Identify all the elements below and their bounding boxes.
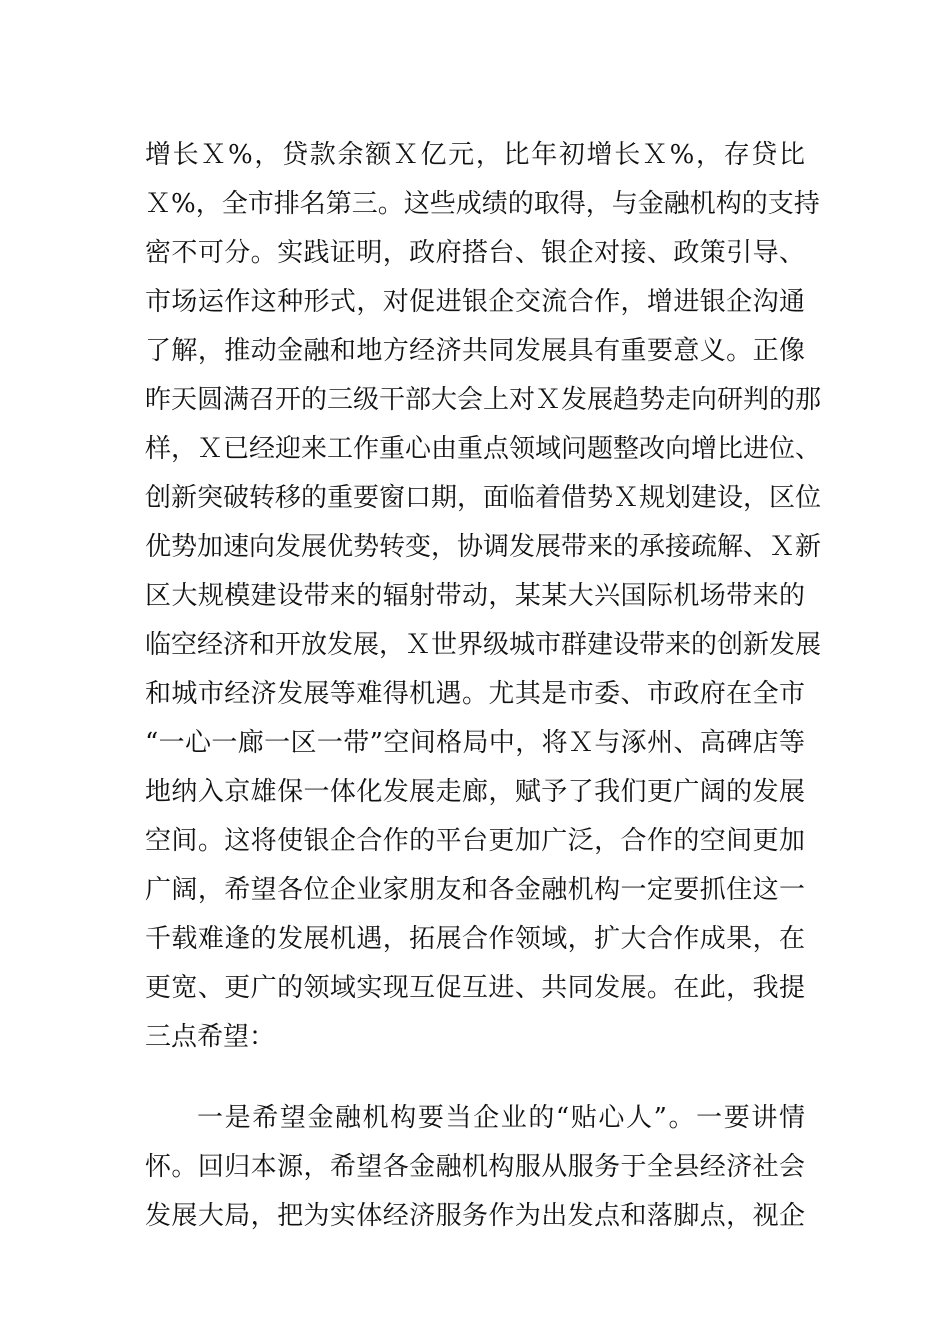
- text-line: 区大规模建设带来的辐射带动，某某大兴国际机场带来的: [145, 581, 805, 611]
- text-line: 增长Ｘ%，贷款余额Ｘ亿元，比年初增长Ｘ%，存贷比: [145, 140, 805, 170]
- text-line: 昨天圆满召开的三级干部大会上对Ｘ发展趋势走向研判的那: [145, 385, 822, 415]
- text-line: 怀。回归本源，希望各金融机构服从服务于全县经济社会: [145, 1152, 805, 1182]
- text-line: 地纳入京雄保一体化发展走廊，赋予了我们更广阔的发展: [145, 777, 805, 807]
- paragraph-gap: [145, 1062, 805, 1094]
- text-line: 和城市经济发展等难得机遇。尤其是市委、市政府在全市: [145, 679, 805, 709]
- text-line: 一是希望金融机构要当企业的“贴心人”。一要讲情: [197, 1103, 805, 1133]
- text-line: “一心一廊一区一带”空间格局中，将Ｘ与涿州、高碑店等: [145, 728, 805, 758]
- text-line: 创新突破转移的重要窗口期，面临着借势Ｘ规划建设，区位: [145, 483, 822, 513]
- text-line: 了解，推动金融和地方经济共同发展具有重要意义。正像: [145, 336, 805, 366]
- text-line: 广阔，希望各位企业家朋友和各金融机构一定要抓住这一: [145, 875, 805, 905]
- text-line: 发展大局，把为实体经济服务作为出发点和落脚点，视企: [145, 1201, 805, 1231]
- text-line: 空间。这将使银企合作的平台更加广泛，合作的空间更加: [145, 826, 805, 856]
- text-line: 千载难逢的发展机遇，拓展合作领域，扩大合作成果，在: [145, 924, 805, 954]
- paragraph-2: [145, 1094, 805, 1241]
- document-body: [145, 131, 822, 1241]
- text-line: 市场运作这种形式，对促进银企交流合作，增进银企沟通: [145, 287, 805, 317]
- text-line: 密不可分。实践证明，政府搭台、银企对接、政策引导、: [145, 238, 805, 268]
- text-line: Ｘ%，全市排名第三。这些成绩的取得，与金融机构的支持: [145, 189, 820, 219]
- paragraph-1: [145, 131, 822, 1062]
- text-line: 样，Ｘ已经迎来工作重心由重点领域问题整改向增比进位、: [145, 434, 822, 464]
- text-line: 临空经济和开放发展，Ｘ世界级城市群建设带来的创新发展: [145, 630, 822, 660]
- text-line: 优势加速向发展优势转变，协调发展带来的承接疏解、Ｘ新: [145, 532, 822, 562]
- text-line: 三点希望：: [145, 1022, 276, 1052]
- text-line: 更宽、更广的领域实现互促互进、共同发展。在此，我提: [145, 973, 805, 1003]
